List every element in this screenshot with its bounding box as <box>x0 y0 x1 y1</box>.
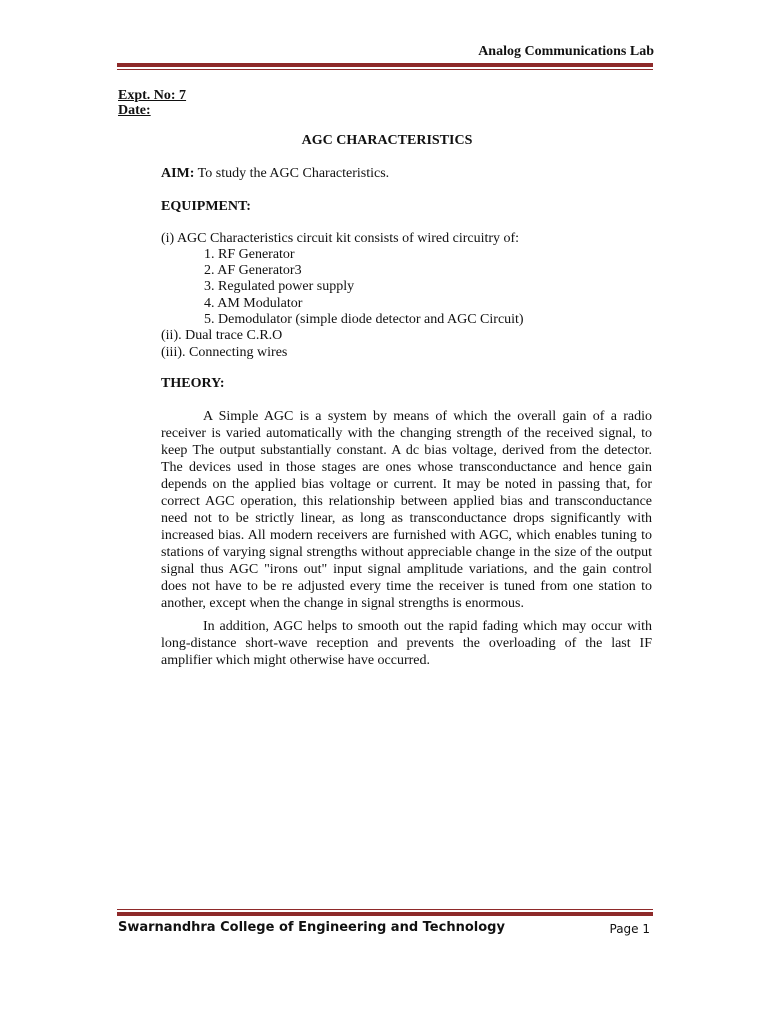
equipment-extra-item: (ii). Dual trace C.R.O <box>161 328 283 343</box>
header-rule-thin <box>117 69 653 70</box>
equipment-item: 5. Demodulator (simple diode detector and AGC Circuit) <box>204 311 524 327</box>
theory-paragraph: In addition, AGC helps to smooth out the rapid fading which may occur with long-distance short-wave reception and prevents the overloading of the last IF amplifier which might otherwise have occurred. <box>161 619 652 668</box>
footer-rule-thick <box>117 912 653 916</box>
footer-college-name: Swarnandhra College of Engineering and Technology <box>118 920 505 935</box>
aim-text: To study the AGC Characteristics. <box>194 166 390 181</box>
aim-line <box>161 166 389 182</box>
equipment-list <box>204 247 524 328</box>
equipment-item: 3. Regulated power supply <box>204 279 355 295</box>
experiment-number: Expt. No: 7 <box>118 88 187 103</box>
equipment-heading: EQUIPMENT: <box>161 199 251 214</box>
date-label: Date: <box>118 103 151 118</box>
equipment-extra-item: (iii). Connecting wires <box>161 345 288 360</box>
theory-heading: THEORY: <box>161 376 225 391</box>
header-title: Analog Communications Lab <box>478 44 654 59</box>
footer-rule-thin <box>117 909 653 910</box>
theory-paragraph: A Simple AGC is a system by means of which the overall gain of a radio receiver is varied automatically with the changing strength of the received signal, to keep The output substantially constant. A dc bias voltage, derived from the detector. The devices used in those stages are ones whose transconductance and hence gain depends on the applied bias voltage or current. It may be noted in passing that, for correct AGC operation, this relationship between applied bias and transconductance need not to be strictly linear, as long as transconductance drops significantly with increased bias. All modern receivers are furnished with AGC, which enables tuning to stations of varying signal strengths without appreciable change in the size of the output signal thus AGC "irons out" input signal amplitude variations, and the gain control does not have to be re adjusted every time the receiver is tuned from one station to another, except when the change in signal strengths is enormous. <box>161 409 652 611</box>
equipment-item: 2. AF Generator3 <box>204 263 302 279</box>
page-number: Page 1 <box>609 922 650 936</box>
aim-label: AIM: <box>161 166 195 181</box>
equipment-item: 1. RF Generator <box>204 247 295 262</box>
document-title: AGC CHARACTERISTICS <box>301 133 473 148</box>
equipment-intro: (i) AGC Characteristics circuit kit consists of wired circuitry of: <box>161 231 520 246</box>
header-rule-thick <box>117 63 653 67</box>
equipment-item: 4. AM Modulator <box>204 295 303 311</box>
